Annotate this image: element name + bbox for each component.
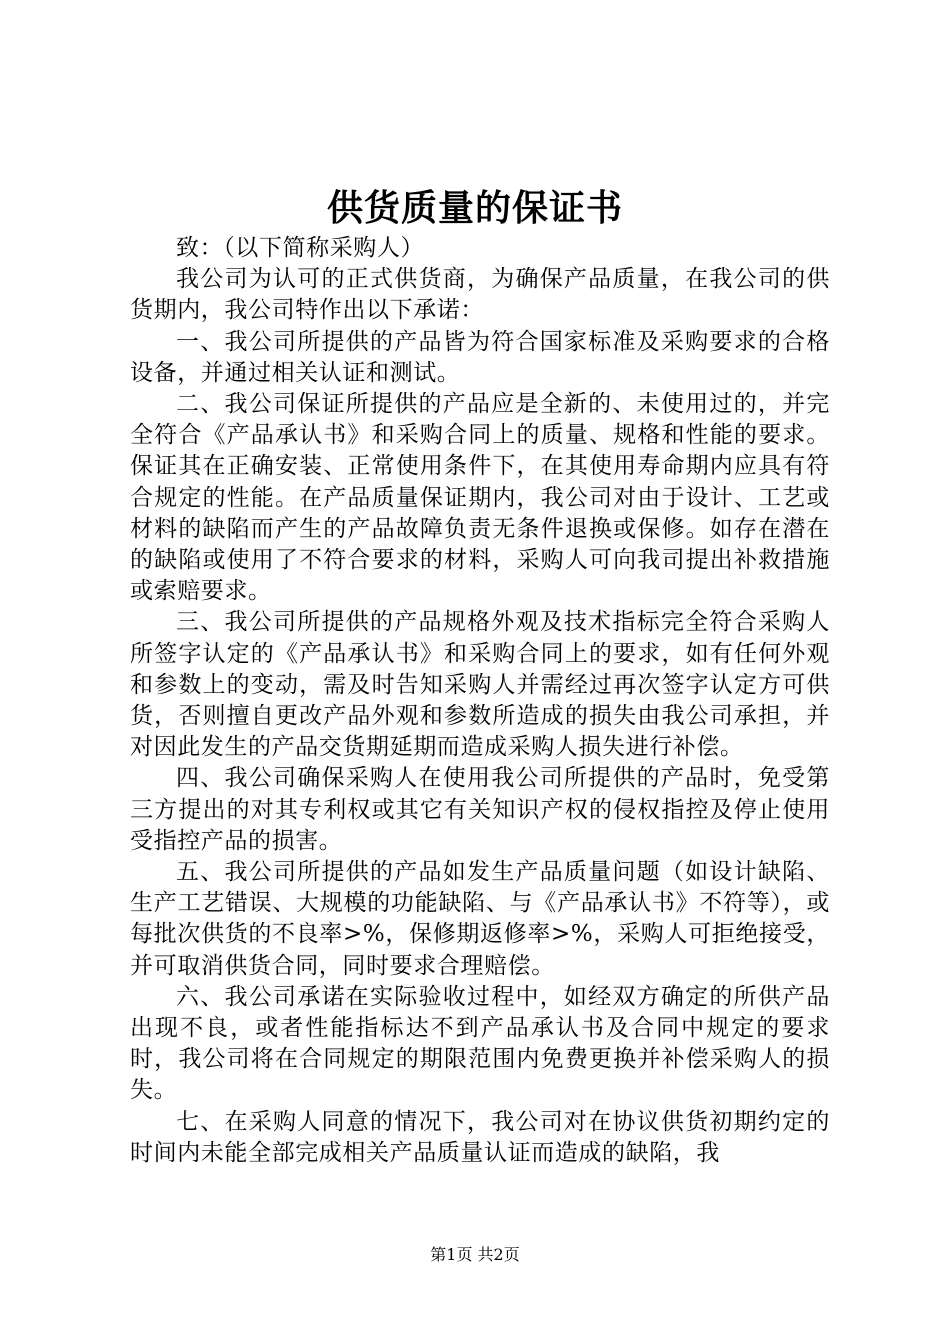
page-number: 第1页 共2页 [430,1245,520,1264]
paragraph-item-7: 七、在采购人同意的情况下，我公司对在协议供货初期约定的时间内未能全部完成相关产品质量认证而造成的缺陷，我 [130,1108,830,1166]
paragraph-item-5: 五、我公司所提供的产品如发生产品质量问题（如设计缺陷、生产工艺错误、大规模的功能缺陷、与《产品承认书》不符等），或每批次供货的不良率>%，保修期返修率>%，采购人可拒绝接受，并可取消供货合同，同时要求合理赔偿。 [130,859,830,979]
paragraph-item-6: 六、我公司承诺在实际验收过程中，如经双方确定的所供产品出现不良，或者性能指标达不到产品承认书及合同中规定的要求时，我公司将在合同规定的期限范围内免费更换并补偿采购人的损失。 [130,983,830,1104]
paragraph-item-4: 四、我公司确保采购人在使用我公司所提供的产品时，免受第三方提出的对其专利权或其它有关知识产权的侵权指控及停止使用受指控产品的损害。 [130,765,830,854]
salutation: 致：（以下简称采购人） [176,235,425,261]
document-title: 供货质量的保证书 [326,187,623,229]
paragraph-item-3: 三、我公司所提供的产品规格外观及技术指标完全符合采购人所签字认定的《产品承认书》和采购合同上的要求，如有任何外观和参数上的变动，需及时告知采购人并需经过再次签字认定方可供货，否则擅自更改产品外观和参数所造成的损失由我公司承担，并对因此发生的产品交货期延期而造成采购人损失进行补偿。 [130,609,830,761]
paragraph-item-1: 一、我公司所提供的产品皆为符合国家标准及采购要求的合格设备，并通过相关认证和测试。 [130,328,830,386]
document-body [130,233,830,1169]
paragraph-intro: 我公司为认可的正式供货商，为确保产品质量，在我公司的供货期内，我公司特作出以下承诺： [130,266,830,324]
paragraph-item-2: 二、我公司保证所提供的产品应是全新的、未使用过的，并完全符合《产品承认书》和采购合同上的质量、规格和性能的要求。保证其在正确安装、正常使用条件下，在其使用寿命期内应具有符合规定的性能。在产品质量保证期内，我公司对由于设计、工艺或材料的缺陷而产生的产品故障负责无条件退换或保修。如存在潜在的缺陷或使用了不符合要求的材料，采购人可向我司提出补救措施或索赔要求。 [130,391,830,605]
